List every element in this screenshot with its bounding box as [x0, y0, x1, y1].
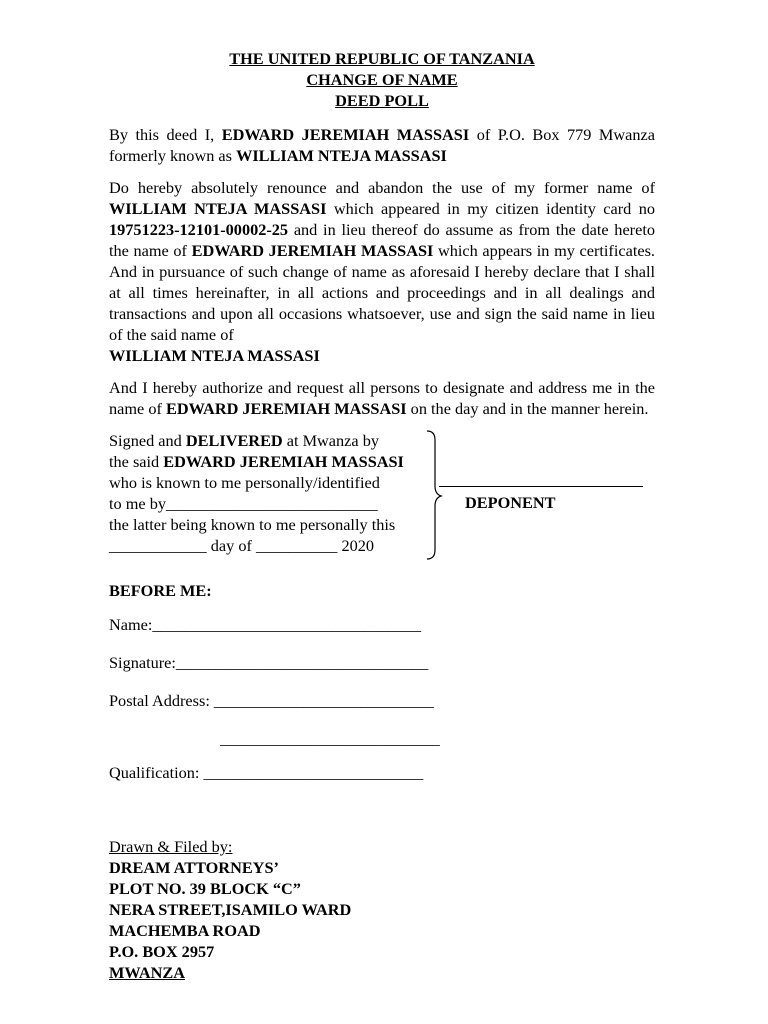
firm-street: NERA STREET,ISAMILO WARD — [109, 900, 352, 919]
name-field: Name:_________________________________ — [109, 615, 422, 634]
heading-republic: THE UNITED REPUBLIC OF TANZANIA — [229, 49, 535, 68]
deed-poll-document — [109, 48, 655, 983]
identifier-line: to me by__________________________ — [109, 494, 378, 513]
id-number: 19751223-12101-00002-25 — [109, 220, 289, 239]
signing-statement: Signed and DELIVERED at Mwanza by the said EDWARD JEREMIAH MASSASI who is known to me personally/identified to me by__________________________ the latter being known to me personally this ____________ day of __________ 2020 — [109, 430, 439, 556]
firm-city: MWANZA — [109, 963, 185, 982]
former-name: WILLIAM NTEJA MASSASI — [236, 146, 447, 165]
postal-address-field-2: ___________________________ — [220, 729, 440, 748]
new-name: EDWARD JEREMIAH MASSASI — [221, 125, 470, 144]
firm-name: DREAM ATTORNEYS’ — [109, 858, 279, 877]
postal-address-field: Postal Address: ___________________________ — [109, 691, 434, 710]
new-name: EDWARD JEREMIAH MASSASI — [165, 399, 407, 418]
heading-change-of-name: CHANGE OF NAME — [306, 70, 458, 89]
deponent-signature-line — [439, 486, 643, 487]
curly-brace-icon — [425, 430, 445, 560]
new-name: EDWARD JEREMIAH MASSASI — [191, 241, 434, 260]
firm-po-box: P.O. BOX 2957 — [109, 942, 215, 961]
paragraph-renounce: Do hereby absolutely renounce and abandon the use of my former name of WILLIAM NTEJA MASSASI which appeared in my citizen identity card no 19751223-12101-00002-25 and in lieu thereof do assume as from the date hereto the name of EDWARD JEREMIAH MASSASI which appears in my certificates. And in pursuance of such change of name as aforesaid I hereby declare that I shall at all times hereinafter, in all actions and proceedings and in all dealings and transactions and upon all occasions whatsoever, use and sign the said name in lieu of the said name of WILLIAM NTEJA MASSASI — [109, 178, 655, 365]
date-line: ____________ day of __________ 2020 — [109, 536, 375, 555]
qualification-field: Qualification: ___________________________ — [109, 763, 424, 782]
heading-deed-poll: DEED POLL — [335, 91, 429, 110]
firm-plot: PLOT NO. 39 BLOCK “C” — [109, 879, 301, 898]
drawn-filed-label: Drawn & Filed by: — [109, 837, 233, 856]
before-me-heading: BEFORE ME: — [109, 581, 212, 600]
document-heading — [109, 48, 655, 111]
paragraph-declaration: By this deed I, EDWARD JEREMIAH MASSASI of P.O. Box 779 Mwanza formerly known as WILLIAM NTEJA MASSASI — [109, 125, 655, 165]
former-name: WILLIAM NTEJA MASSASI — [109, 199, 327, 218]
signing-block — [109, 430, 655, 560]
firm-road: MACHEMBA ROAD — [109, 921, 261, 940]
deponent-label: DEPONENT — [465, 493, 556, 512]
former-name: WILLIAM NTEJA MASSASI — [109, 346, 320, 365]
signature-field: Signature:_______________________________ — [109, 653, 429, 672]
drawn-filed-block — [109, 836, 655, 983]
paragraph-authorize: And I hereby authorize and request all persons to designate and address me in the name of EDWARD JEREMIAH MASSASI on the day and in the manner herein. — [109, 378, 655, 418]
